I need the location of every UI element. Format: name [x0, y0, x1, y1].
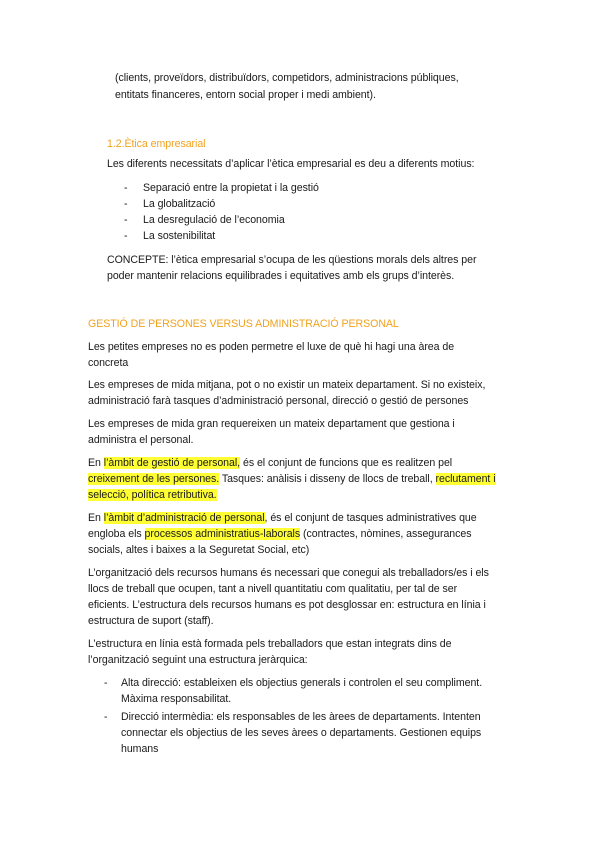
p6-line-1: L’organització dels recursos humans és necessari que conegui als treballadors/es i els: [88, 567, 489, 579]
bullet-marker: -: [124, 214, 128, 226]
p2-line-1: Les empreses de mida mitjana, pot o no existir un mateix departament. Si no existeix,: [88, 379, 486, 391]
etica-item-1: Separació entre la propietat i la gestió: [143, 182, 319, 194]
list-item-2-line-2: connectar els objectius de les seves àrees o departaments. Gestionen equips: [121, 727, 482, 739]
p3-line-2: administra el personal.: [88, 434, 194, 446]
p6-line-3: eficients. L’estructura dels recursos humans es pot desglossar en: estructura en línia i: [88, 599, 486, 611]
p6-line-4: estructura de suport (staff).: [88, 615, 214, 627]
highlight-gestio-personal: l’àmbit de gestió de personal,: [103, 457, 241, 469]
p4-line-3: [88, 487, 217, 503]
highlight-processos: processos administratius-laborals: [144, 528, 301, 540]
p6-line-2: llocs de treball que ocupen, tant a nivell quantitatiu com qualitatiu, per tal de ser: [88, 583, 458, 595]
p5-line-2: [88, 526, 471, 542]
section-heading-etica: 1.2.Ètica empresarial: [107, 138, 206, 150]
highlight-reclutament: reclutament i: [435, 473, 496, 485]
highlight-administracio-personal: l’àmbit d’administració de personal: [103, 512, 265, 524]
p4-text: Tasques: anàlisis i disseny de llocs de treball,: [219, 473, 436, 485]
p3-line-1: Les empreses de mida gran requereixen un mateix departament que gestiona i: [88, 418, 455, 430]
p7-line-2: l’organització seguint una estructura jeràrquica:: [88, 654, 308, 666]
section-heading-gestio: GESTIÓ DE PERSONES VERSUS ADMINISTRACIÓ PERSONAL: [88, 318, 399, 330]
bullet-marker: -: [124, 182, 128, 194]
etica-lead: Les diferents necessitats d’aplicar l’ètica empresarial es deu a diferents motius:: [107, 158, 475, 170]
concept-line-2: poder mantenir relacions equilibrades i equitatives amb els grups d’interès.: [107, 270, 455, 282]
p5-text: engloba els: [88, 528, 145, 540]
p4-line-2: [88, 471, 496, 487]
p5-text: (contractes, nòmines, assegurances: [300, 528, 472, 540]
etica-item-3: La desregulació de l’economia: [143, 214, 285, 226]
list-item-1-line-2: Màxima responsabilitat.: [121, 693, 232, 705]
etica-item-4: La sostenibilitat: [143, 230, 216, 242]
p7-line-1: L’estructura en línia està formada pels treballadors que estan integrats dins de: [88, 638, 452, 650]
p5-text: , és el conjunt de tasques administratives que: [264, 512, 477, 524]
bullet-marker: -: [124, 230, 128, 242]
bullet-marker: -: [124, 198, 128, 210]
p5-line-1: [88, 510, 477, 526]
p4-line-1: [88, 455, 452, 471]
highlight-creixement: creixement de les persones.: [88, 473, 220, 485]
p5-line-3: socials, altes i baixes a la Seguretat Social, etc): [88, 544, 310, 556]
p1-line-1: Les petites empreses no es poden permetre el luxe de què hi hagi una àrea de: [88, 341, 455, 353]
bullet-marker: -: [104, 711, 108, 723]
p5-text: En: [88, 512, 104, 524]
highlight-seleccio: selecció, política retributiva.: [88, 489, 217, 501]
list-item-2-line-3: humans: [121, 743, 159, 755]
p4-text: és el conjunt de funcions que es realitzen pel: [240, 457, 453, 469]
concept-line-1: CONCEPTE: l’ètica empresarial s’ocupa de les qüestions morals dels altres per: [107, 254, 477, 266]
list-item-2-line-1: Direcció intermèdia: els responsables de les àrees de departaments. Intenten: [121, 711, 481, 723]
etica-item-2: La globalització: [143, 198, 216, 210]
p1-line-2: concreta: [88, 357, 129, 369]
p4-text: En: [88, 457, 104, 469]
list-item-1-line-1: Alta direcció: estableixen els objectius generals i controlen el seu compliment.: [121, 677, 483, 689]
intro-line-1: (clients, proveïdors, distribuïdors, competidors, administracions públiques,: [115, 72, 459, 84]
p2-line-2: administració farà tasques d’administració personal, direcció o gestió de persones: [88, 395, 469, 407]
bullet-marker: -: [104, 677, 108, 689]
intro-line-2: entitats financeres, entorn social proper i medi ambient).: [115, 89, 376, 101]
